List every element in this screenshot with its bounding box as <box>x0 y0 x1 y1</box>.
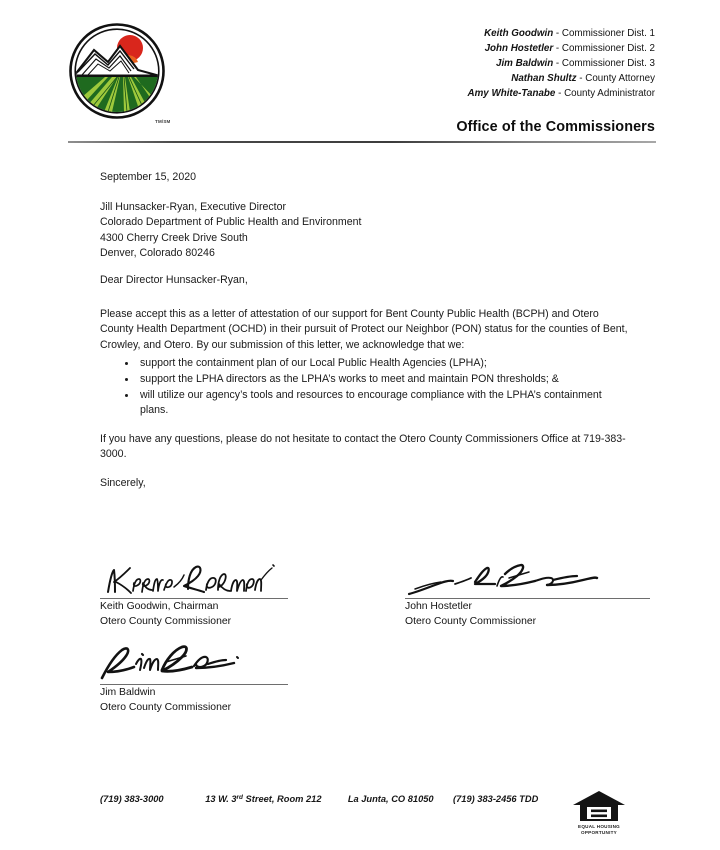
official-row <box>330 71 655 86</box>
official-separator: - <box>553 58 562 70</box>
official-separator: - <box>553 28 562 39</box>
signature-rule <box>100 598 288 599</box>
signature-name: John Hostetler <box>405 601 472 612</box>
handwritten-signature-keith-goodwin <box>100 562 370 598</box>
footer-tdd: (719) 383-2456 TDD <box>453 794 539 804</box>
eho-caption-line2: OPPORTUNITY <box>581 830 617 836</box>
handwritten-signature-john-hostetler <box>405 562 675 598</box>
list-item: will utilize our agency’s tools and resources to encourage compliance with the LPHA’s containment plans. <box>100 388 628 419</box>
official-name: Nathan Shultz <box>511 73 577 85</box>
signature-rule <box>405 598 650 599</box>
handwritten-signature-jim-baldwin <box>100 648 370 684</box>
header-divider <box>68 141 656 143</box>
official-role: County Administrator <box>564 88 655 100</box>
signature-role: Otero County Commissioner <box>100 701 232 713</box>
acknowledgement-list <box>100 356 628 419</box>
official-separator: - <box>555 88 565 100</box>
signature-rule <box>100 684 288 685</box>
signature-block <box>100 562 370 629</box>
official-role: Commissioner Dist. 3 <box>561 58 655 70</box>
signature-role: Otero County Commissioner <box>405 615 537 627</box>
body-paragraph-closing: If you have any questions, please do not hesitate to contact the Otero County Commissioners Office at 719-383-3000. <box>100 433 626 461</box>
signoff: Sincerely, <box>100 477 146 489</box>
official-row <box>330 56 655 71</box>
footer-street-post: Street, Room 212 <box>242 794 322 804</box>
recipient-address <box>100 200 520 261</box>
recipient-line: 4300 Cherry Creek Drive South <box>100 231 248 244</box>
recipient-line: Colorado Department of Public Health and Environment <box>100 216 362 229</box>
official-name: Jim Baldwin <box>496 58 554 70</box>
list-item: support the containment plan of our Local Public Health Agencies (LPHA); <box>100 356 628 371</box>
official-separator: - <box>576 73 586 85</box>
footer-street-ordinal: rd <box>236 794 243 801</box>
signature-name: Jim Baldwin <box>100 687 156 698</box>
salutation: Dear Director Hunsacker-Ryan, <box>100 274 248 286</box>
official-row <box>330 41 655 56</box>
recipient-line: Denver, Colorado 80246 <box>100 246 215 259</box>
body-paragraph-intro: Please accept this as a letter of attestation of our support for Bent County Public Health (BCPH) and Otero County Health Department (OCHD) in their pursuit of Protect our Neighbor (PON) status for the counties of Bent, Crowley, and Otero. By our submission of this letter, we acknowledge that we: <box>100 308 628 351</box>
letter-date: September 15, 2020 <box>100 171 197 183</box>
official-name: John Hostetler <box>484 43 554 55</box>
signature-name: Keith Goodwin, Chairman <box>100 601 219 612</box>
official-role: County Attorney <box>585 73 655 85</box>
signature-block <box>100 648 370 715</box>
footer-city: La Junta, CO 81050 <box>347 794 434 804</box>
official-name: Amy White-Tanabe <box>467 88 556 100</box>
commissioners-list <box>330 26 655 101</box>
official-separator: - <box>553 43 562 55</box>
official-role: Commissioner Dist. 2 <box>561 43 655 55</box>
office-title: Office of the Commissioners <box>456 119 655 135</box>
footer-contact-info <box>100 794 560 804</box>
recipient-line: Jill Hunsacker-Ryan, Executive Director <box>100 201 287 213</box>
official-row <box>330 86 655 101</box>
signature-role: Otero County Commissioner <box>100 615 232 627</box>
footer-street-pre: 13 W. 3 <box>205 794 237 804</box>
equal-housing-opportunity-icon <box>572 790 626 836</box>
official-row <box>330 26 655 41</box>
eho-caption-line1: EQUAL HOUSING <box>578 824 620 829</box>
trademark-mark: TM/SM <box>155 119 171 124</box>
official-role: Commissioner Dist. 1 <box>561 28 655 39</box>
official-name: Keith Goodwin <box>484 28 554 39</box>
list-item: support the LPHA directors as the LPHA’s works to meet and maintain PON thresholds; & <box>100 372 628 387</box>
footer-street <box>205 794 348 804</box>
otero-county-seal-icon <box>68 22 166 120</box>
signature-block <box>405 562 675 629</box>
footer-phone: (719) 383-3000 <box>100 794 164 804</box>
